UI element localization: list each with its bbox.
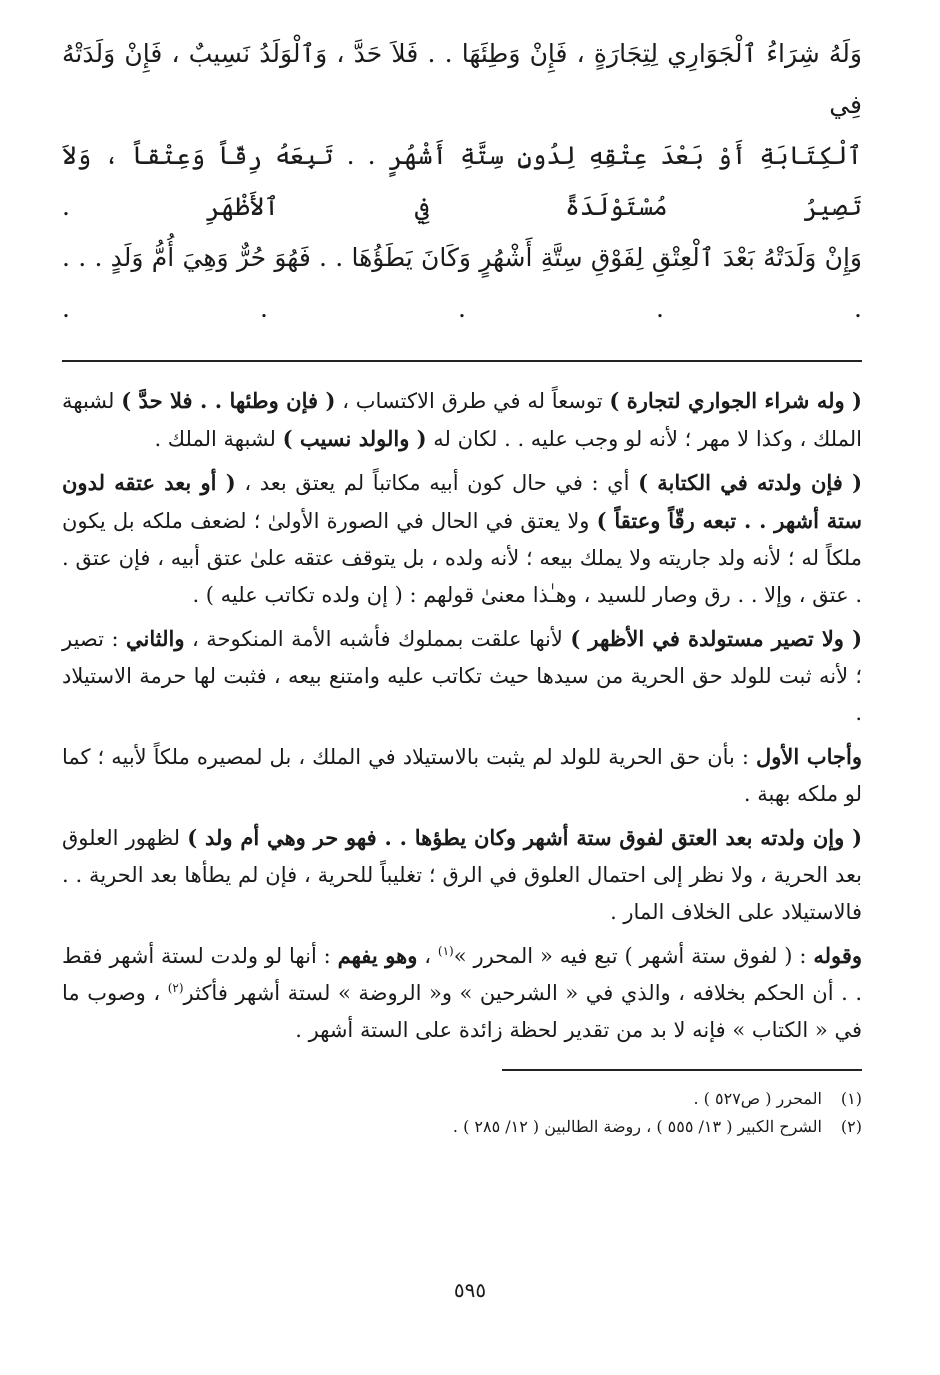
commentary-text: أي : في حال كون أبيه مكاتباً لم يعتق بعد ، — [235, 471, 639, 495]
matn-quote: وهو يفهم — [337, 943, 418, 968]
commentary-text: توسعاً له في طرق الاكتساب ، — [335, 389, 610, 413]
commentary-paragraph — [62, 464, 862, 614]
commentary-text: ولا يعتق في الحال في الصورة الأولىٰ ؛ لضعف ملكه بل يكون ملكاً له ؛ لأنه ولد جاريته ولا يملك بيعه ؛ لأنه ولده ، بل يتوقف عتقه علىٰ عتق أبيه ، فإن عتق . . عتق ، وإلا . . رق وصار للسيد ، وهـٰذا معنىٰ قولهم : ( إن ولده تكاتب عليه ) . — [62, 509, 862, 607]
matn-quote: ( والولد نسيب ) — [282, 426, 427, 451]
commentary-text: لأنها علقت بمملوك فأشبه الأمة المنكوحة ، — [184, 627, 571, 651]
commentary-paragraph — [62, 937, 862, 1049]
matn-quote: ( وله شراء الجواري لتجارة ) — [609, 388, 862, 413]
page-body — [62, 28, 862, 1141]
page-number: ٥٩٥ — [453, 1278, 487, 1302]
footnote-text: المحرر ( ص٥٢٧ ) . — [693, 1089, 822, 1108]
commentary-text: : تصير ؛ لأنه ثبت للولد حق الحرية من سيدها حيث تكاتب عليه وامتنع بيعه ، فثبت لها حرمة الاستيلاد . — [62, 627, 862, 725]
footnote-ref: (١) — [437, 944, 454, 958]
footnote-text: الشرح الكبير ( ١٣/ ٥٥٥ ) ، روضة الطالبين ( ١٢/ ٢٨٥ ) . — [452, 1117, 822, 1136]
matn-quote: ( أو بعد عتقه لدون ستة أشهر . . تبعه رقّاً وعتقاً ) — [62, 470, 862, 533]
commentary-text: ، وصوب ما في « الكتاب » فإنه لا بد من تقدير لحظة زائدة على الستة أشهر . — [62, 981, 862, 1042]
commentary-text: لشبهة الملك . — [154, 427, 283, 451]
commentary-text: : أنها لو ولدت لستة أشهر فقط . . أن الحكم بخلافه ، والذي في « الشرحين » و« الروضة » لستة أشهر فأكثر — [62, 944, 862, 1005]
matn-text — [62, 28, 862, 334]
commentary-paragraph — [62, 738, 862, 813]
footnote-separator — [502, 1069, 862, 1071]
matn-quote: والثاني — [126, 626, 185, 651]
matn-line: وَلَهُ شِرَاءُ ٱلْجَوَارِي لِتِجَارَةٍ ، فَإِنْ وَطِئَهَا . . فَلاَ حَدَّ ، وَٱلْوَلَدُ نَسِيبٌ ، فَإِنْ وَلَدَتْهُ فِي — [62, 39, 862, 119]
commentary — [62, 382, 862, 1049]
commentary-paragraph — [62, 819, 862, 931]
matn-quote: ( فإن ولدته في الكتابة ) — [638, 470, 863, 495]
footnote-ref: (٢) — [167, 981, 184, 995]
footnotes — [62, 1085, 862, 1141]
commentary-text: : بأن حق الحرية للولد لم يثبت بالاستيلاد في الملك ، بل لمصيره ملكاً لأبيه ؛ كما لو ملكه بهبة . — [62, 745, 862, 806]
footnote-1 — [62, 1085, 862, 1113]
matn-quote: وقوله — [813, 943, 862, 968]
matn-separator — [62, 360, 862, 362]
footnote-number: (١) — [840, 1089, 862, 1108]
footnote-number: (٢) — [840, 1117, 862, 1136]
footnote-2 — [62, 1113, 862, 1141]
commentary-text: : ( لفوق ستة أشهر ) تبع فيه « المحرر » — [453, 944, 814, 968]
commentary-paragraph — [62, 382, 862, 458]
matn-line: ٱلْكِتَابَةِ أَوْ بَعْدَ عِتْقِهِ لِدُونِ سِتَّةِ أَشْهُرٍ . . تَبِعَهُ رِقّاً وَعِتْقاً ، وَلاَ تَصِيرُ مُسْتَوْلَدَةً فِي ٱلأَظْهَرِ . — [62, 141, 862, 221]
commentary-paragraph — [62, 620, 862, 732]
matn-quote: وأجاب الأول — [756, 744, 862, 769]
matn-quote: ( فإن وطئها . . فلا حدَّ ) — [121, 388, 336, 413]
matn-quote: ( وإن ولدته بعد العتق لفوق ستة أشهر وكان يطؤها . . فهو حر وهي أم ولد ) — [187, 825, 863, 850]
commentary-text: لشبهة الملك ، وكذا لا مهر ؛ لأنه لو وجب عليه . . لكان له — [62, 389, 862, 451]
matn-line: وَإِنْ وَلَدَتْهُ بَعْدَ ٱلْعِتْقِ لِفَوْقِ سِتَّةِ أَشْهُرٍ وَكَانَ يَطَؤُهَا . . فَهُوَ حُرٌّ وَهِيَ أُمُّ وَلَدٍ . . . . . . . . — [62, 243, 862, 323]
matn-quote: ( ولا تصير مستولدة في الأظهر ) — [570, 626, 862, 651]
commentary-text: لظهور العلوق بعد الحرية ، ولا نظر إلى احتمال العلوق في الرق ؛ تغليباً للحرية ، فإن لم يطأها بعد الحرية . . فالاستيلاد على الخلاف المار . — [62, 826, 862, 924]
commentary-text: ، — [417, 944, 438, 968]
